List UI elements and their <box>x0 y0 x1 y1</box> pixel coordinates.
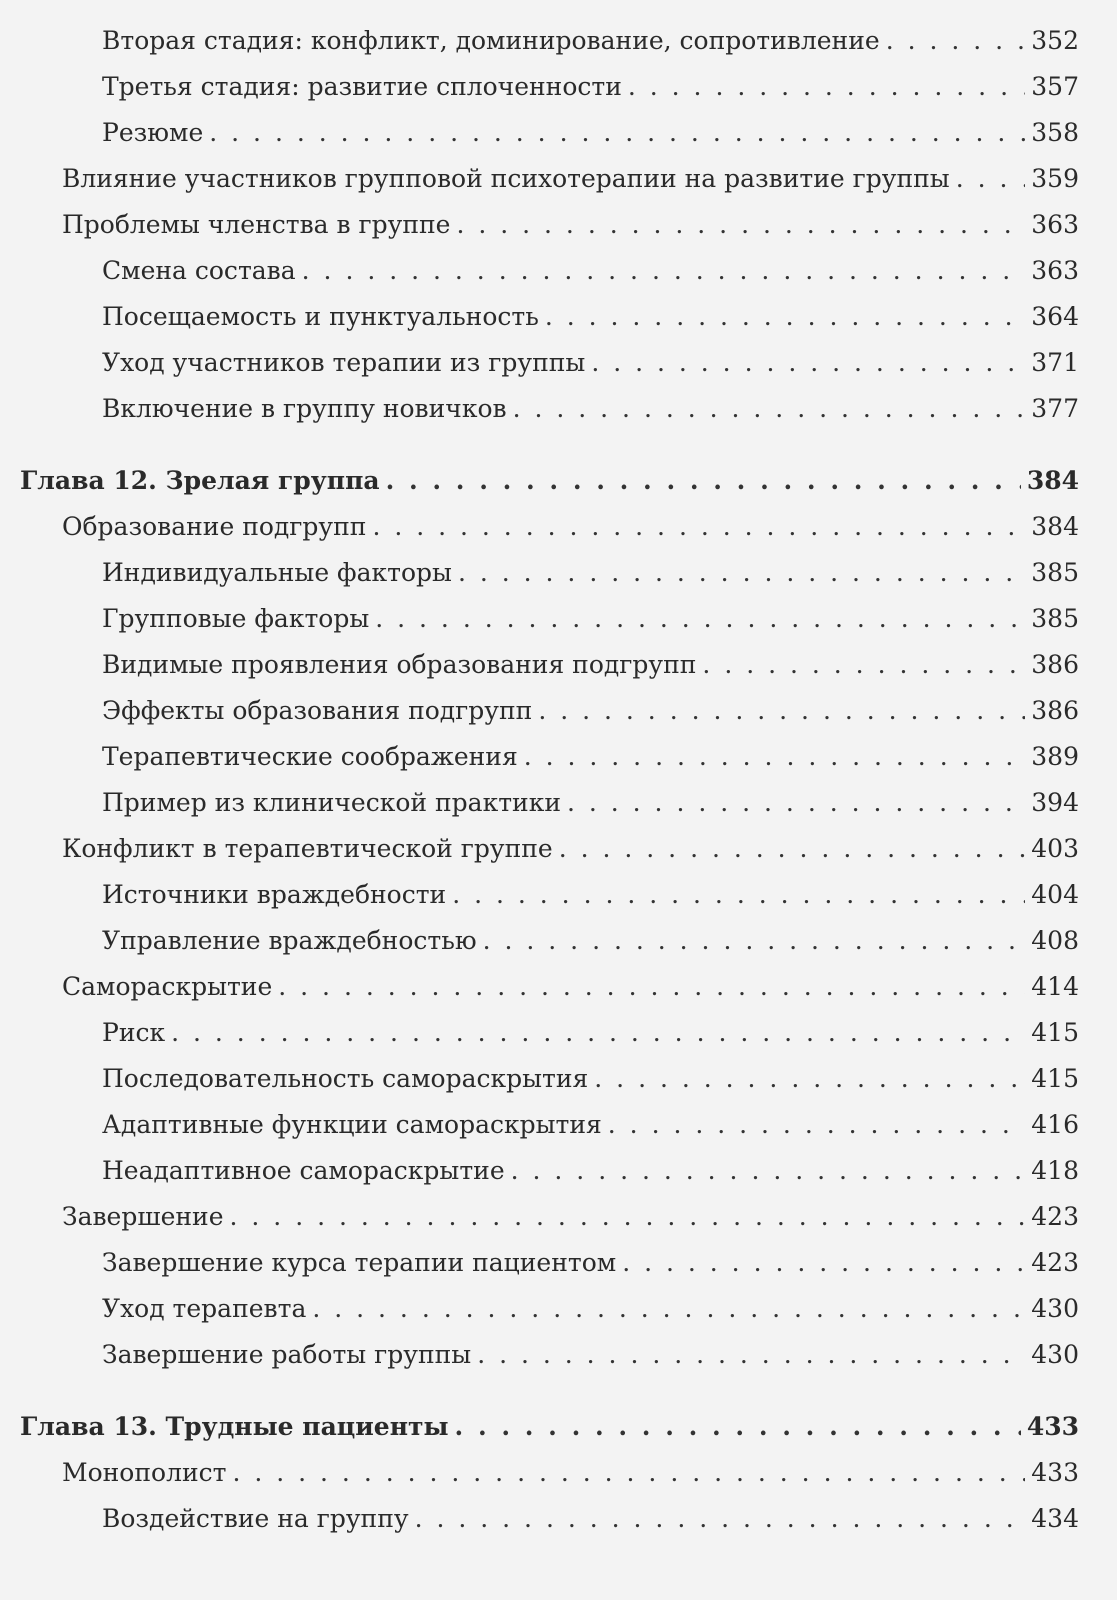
toc-entry-title: Завершение курса терапии пациентом <box>102 1248 617 1277</box>
dot-leader <box>455 1404 1021 1450</box>
toc-entry-title: Эффекты образования подгрупп <box>102 696 533 725</box>
toc-entry-title: Включение в группу новичков <box>102 394 507 423</box>
toc-entry-title: Риск <box>102 1018 166 1047</box>
toc-subsection-entry[interactable] <box>0 1240 1117 1286</box>
toc-entry-title: Конфликт в терапевтической группе <box>62 834 553 863</box>
dot-leader <box>302 248 1026 294</box>
dot-leader <box>524 734 1026 780</box>
dot-leader <box>456 202 1025 248</box>
toc-entry-title: Групповые факторы <box>102 604 370 633</box>
toc-subsection-entry[interactable] <box>0 918 1117 964</box>
toc-entry-page-number: 357 <box>1031 72 1079 101</box>
toc-entry-title: Уход терапевта <box>102 1294 307 1323</box>
dot-leader <box>312 1286 1025 1332</box>
dot-leader <box>386 458 1021 504</box>
toc-entry-page-number: 403 <box>1031 834 1079 863</box>
toc-entry-title: Последовательность самораскрытия <box>102 1064 589 1093</box>
toc-entry-page-number: 384 <box>1031 512 1079 541</box>
toc-subsection-entry[interactable] <box>0 688 1117 734</box>
toc-entry-page-number: 430 <box>1031 1340 1079 1369</box>
dot-leader <box>608 1102 1026 1148</box>
toc-entry-page-number: 434 <box>1031 1504 1079 1533</box>
dot-leader <box>483 918 1026 964</box>
dot-leader <box>209 110 1025 156</box>
toc-section-entry[interactable] <box>0 1194 1117 1240</box>
toc-subsection-entry[interactable] <box>0 780 1117 826</box>
toc-subsection-entry[interactable] <box>0 110 1117 156</box>
dot-leader <box>415 1496 1026 1542</box>
dot-leader <box>886 18 1026 64</box>
dot-leader <box>567 780 1025 826</box>
toc-entry-page-number: 394 <box>1031 788 1079 817</box>
toc-subsection-entry[interactable] <box>0 1010 1117 1056</box>
dot-leader <box>591 340 1025 386</box>
toc-entry-title: Источники враждебности <box>102 880 447 909</box>
toc-entry-title: Посещаемость и пунктуальность <box>102 302 539 331</box>
toc-entry-page-number: 386 <box>1031 696 1079 725</box>
toc-entry-title: Резюме <box>102 118 204 147</box>
toc-chapter-entry[interactable] <box>0 458 1117 504</box>
toc-entry-title: Проблемы членства в группе <box>62 210 451 239</box>
toc-subsection-entry[interactable] <box>0 550 1117 596</box>
chapter-gap <box>0 1378 1117 1404</box>
toc-entry-page-number: 415 <box>1031 1018 1079 1047</box>
toc-entry-page-number: 423 <box>1031 1248 1079 1277</box>
toc-subsection-entry[interactable] <box>0 1332 1117 1378</box>
toc-entry-page-number: 414 <box>1031 972 1079 1001</box>
toc-entry-page-number: 415 <box>1031 1064 1079 1093</box>
dot-leader <box>452 872 1025 918</box>
toc-entry-title: Образование подгрупп <box>62 512 367 541</box>
toc-entry-page-number: 384 <box>1026 466 1079 495</box>
toc-chapter-entry[interactable] <box>0 1404 1117 1450</box>
toc-entry-title: Глава 13. Трудные пациенты <box>20 1412 449 1441</box>
toc-entry-title: Уход участников терапии из группы <box>102 348 586 377</box>
dot-leader <box>171 1010 1025 1056</box>
dot-leader <box>545 294 1025 340</box>
toc-entry-title: Терапевтические соображения <box>102 742 518 771</box>
toc-entry-title: Завершение работы группы <box>102 1340 472 1369</box>
table-of-contents <box>0 18 1117 1542</box>
toc-subsection-entry[interactable] <box>0 294 1117 340</box>
toc-entry-page-number: 386 <box>1031 650 1079 679</box>
toc-subsection-entry[interactable] <box>0 1148 1117 1194</box>
chapter-gap <box>0 432 1117 458</box>
toc-entry-title: Монополист <box>62 1458 227 1487</box>
toc-subsection-entry[interactable] <box>0 1102 1117 1148</box>
dot-leader <box>477 1332 1025 1378</box>
dot-leader <box>372 504 1025 550</box>
toc-subsection-entry[interactable] <box>0 248 1117 294</box>
toc-entry-page-number: 430 <box>1031 1294 1079 1323</box>
toc-entry-page-number: 358 <box>1031 118 1079 147</box>
toc-entry-title: Пример из клинической практики <box>102 788 561 817</box>
toc-subsection-entry[interactable] <box>0 1056 1117 1102</box>
toc-section-entry[interactable] <box>0 826 1117 872</box>
toc-subsection-entry[interactable] <box>0 1286 1117 1332</box>
toc-subsection-entry[interactable] <box>0 18 1117 64</box>
toc-entry-page-number: 404 <box>1031 880 1079 909</box>
dot-leader <box>538 688 1025 734</box>
toc-entry-page-number: 363 <box>1031 256 1079 285</box>
toc-entry-page-number: 377 <box>1031 394 1079 423</box>
toc-subsection-entry[interactable] <box>0 596 1117 642</box>
toc-entry-page-number: 371 <box>1031 348 1079 377</box>
dot-leader <box>594 1056 1025 1102</box>
toc-entry-title: Адаптивные функции самораскрытия <box>102 1110 602 1139</box>
toc-entry-page-number: 385 <box>1031 558 1079 587</box>
toc-entry-title: Глава 12. Зрелая группа <box>20 466 380 495</box>
toc-subsection-entry[interactable] <box>0 386 1117 432</box>
dot-leader <box>513 386 1026 432</box>
toc-entry-page-number: 389 <box>1031 742 1079 771</box>
toc-entry-title: Влияние участников групповой психотерапии на развитие группы <box>62 164 950 193</box>
toc-entry-page-number: 359 <box>1031 164 1079 193</box>
toc-entry-title: Третья стадия: развитие сплоченности <box>102 72 622 101</box>
toc-entry-title: Смена состава <box>102 256 296 285</box>
dot-leader <box>956 156 1026 202</box>
toc-entry-page-number: 418 <box>1031 1156 1079 1185</box>
toc-subsection-entry[interactable] <box>0 340 1117 386</box>
toc-entry-title: Вторая стадия: конфликт, доминирование, сопротивление <box>102 26 880 55</box>
toc-subsection-entry[interactable] <box>0 1496 1117 1542</box>
toc-entry-title: Индивидуальные факторы <box>102 558 452 587</box>
toc-section-entry[interactable] <box>0 156 1117 202</box>
toc-section-entry[interactable] <box>0 202 1117 248</box>
dot-leader <box>375 596 1025 642</box>
toc-subsection-entry[interactable] <box>0 734 1117 780</box>
dot-leader <box>278 964 1025 1010</box>
toc-entry-title: Воздействие на группу <box>102 1504 409 1533</box>
toc-subsection-entry[interactable] <box>0 64 1117 110</box>
dot-leader <box>702 642 1025 688</box>
toc-entry-page-number: 433 <box>1026 1412 1079 1441</box>
dot-leader <box>458 550 1025 596</box>
toc-entry-page-number: 433 <box>1031 1458 1079 1487</box>
toc-subsection-entry[interactable] <box>0 642 1117 688</box>
toc-entry-title: Видимые проявления образования подгрупп <box>102 650 697 679</box>
toc-entry-title: Завершение <box>62 1202 224 1231</box>
dot-leader <box>628 64 1025 110</box>
toc-entry-page-number: 416 <box>1031 1110 1079 1139</box>
toc-entry-page-number: 385 <box>1031 604 1079 633</box>
toc-entry-page-number: 408 <box>1031 926 1079 955</box>
toc-entry-title: Управление враждебностью <box>102 926 477 955</box>
toc-entry-page-number: 364 <box>1031 302 1079 331</box>
dot-leader <box>232 1450 1025 1496</box>
dot-leader <box>511 1148 1026 1194</box>
toc-section-entry[interactable] <box>0 1450 1117 1496</box>
dot-leader <box>559 826 1026 872</box>
toc-entry-title: Неадаптивное самораскрытие <box>102 1156 505 1185</box>
dot-leader <box>622 1240 1025 1286</box>
toc-entry-page-number: 352 <box>1031 26 1079 55</box>
toc-entry-title: Самораскрытие <box>62 972 273 1001</box>
toc-entry-page-number: 363 <box>1031 210 1079 239</box>
toc-subsection-entry[interactable] <box>0 872 1117 918</box>
dot-leader <box>230 1194 1026 1240</box>
toc-section-entry[interactable] <box>0 504 1117 550</box>
toc-entry-page-number: 423 <box>1031 1202 1079 1231</box>
toc-section-entry[interactable] <box>0 964 1117 1010</box>
